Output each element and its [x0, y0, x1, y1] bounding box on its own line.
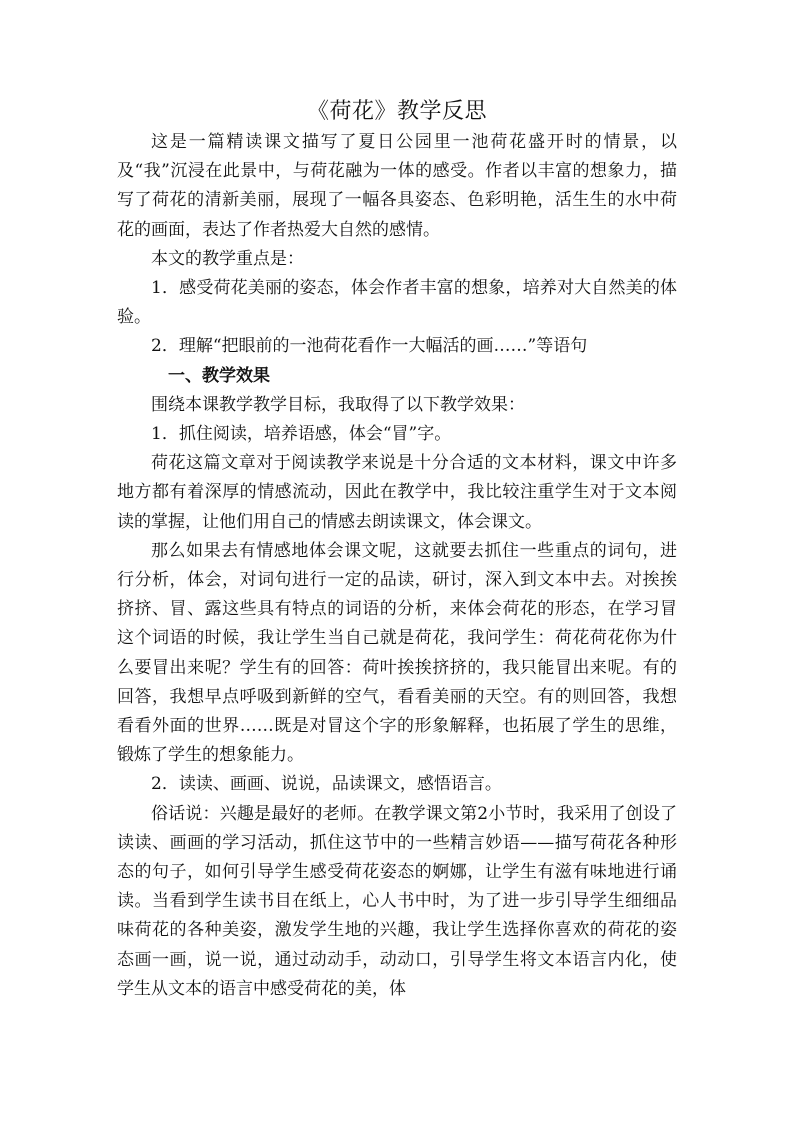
- focus-item-1: 1．感受荷花美丽的姿态，体会作者丰富的想象，培养对大自然美的体验。: [117, 278, 677, 328]
- intro-paragraph: 这是一篇精读课文描写了夏日公园里一池荷花盛开时的情景，以及“我”沉浸在此景中，与荷花融为一体的感受。作者以丰富的想象力，描写了荷花的清新美丽，展现了一幅各具姿态、色彩明艳，活生生的水中荷花的画面，表达了作者热爱大自然的感情。: [117, 132, 677, 240]
- document-body: [117, 96, 677, 1004]
- effect-item-1-paragraph-2: 那么如果去有情感地体会课文呢，这就要去抓住一些重点的词句，进行分析，体会，对词句进行一定的品读，研讨，深入到文本中去。对挨挨挤挤、冒、露这些具有特点的词语的分析，来体会荷花的形态，在学习冒这个词语的时候，我让学生当自己就是荷花，我问学生：荷花荷花你为什么要冒出来呢？学生有的回答：荷叶挨挨挤挤的，我只能冒出来呢。有的回答，我想早点呼吸到新鲜的空气，看看美丽的天空。有的则回答，我想看看外面的世界……既是对冒这个字的形象解释，也拓展了学生的思维，锻炼了学生的想象能力。: [117, 540, 677, 766]
- effect-item-1-heading: 1．抓住阅读，培养语感，体会“冒”字。: [151, 424, 452, 445]
- focus-intro-paragraph: 本文的教学重点是：: [151, 248, 304, 269]
- effect-item-2-paragraph-1: 俗话说：兴趣是最好的老师。在教学课文第2小节时，我采用了创设了读读、画画的学习活动，抓住这节中的一些精言妙语——描写荷花各种形态的句子，如何引导学生感受荷花姿态的婀娜，让学生有滋有味地进行诵读。当看到学生读书目在纸上，心人书中时，为了进一步引导学生细细品味荷花的各种美姿，激发学生地的兴趣，我让学生选择你喜欢的荷花的姿态画一画，说一说，通过动动手，动动口，引导学生将文本语言内化，使学生从文本的语言中感受荷花的美，体: [117, 803, 677, 999]
- section-heading-teaching-effect: 一、教学效果: [168, 365, 270, 386]
- effect-intro-paragraph: 围绕本课教学教学目标，我取得了以下教学效果：: [151, 394, 525, 415]
- document-title: 《荷花》教学反思: [306, 99, 487, 124]
- effect-item-2-heading: 2．读读、画画、说说，品读课文，感悟语言。: [151, 774, 502, 795]
- effect-item-1-paragraph-1: 荷花这篇文章对于阅读教学来说是十分合适的文本材料，课文中许多地方都有着深厚的情感流动，因此在教学中，我比较注重学生对于文本阅读的掌握，让他们用自己的情感去朗读课文，体会课文。: [117, 453, 677, 532]
- focus-item-2: 2．理解“把眼前的一池荷花看作一大幅活的画……”等语句: [151, 336, 588, 357]
